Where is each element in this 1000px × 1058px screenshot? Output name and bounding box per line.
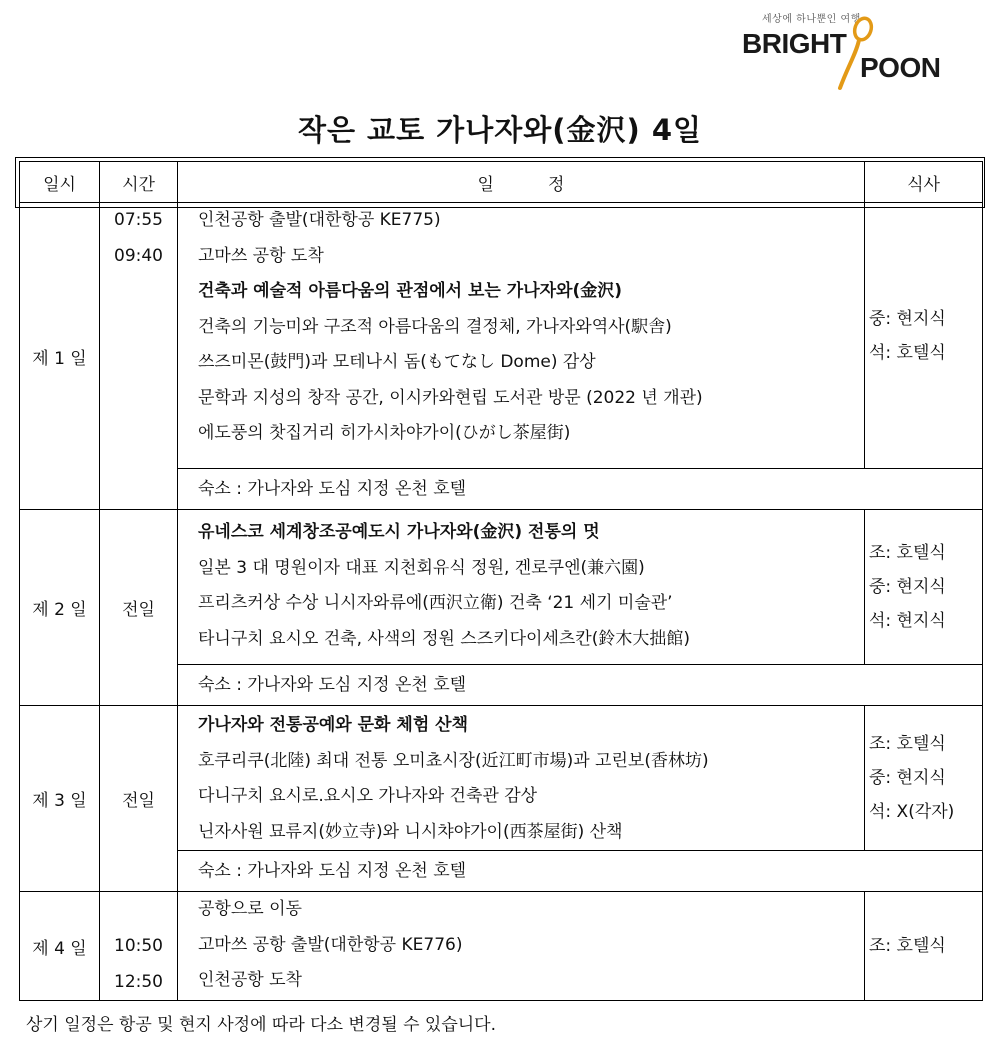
- schedule-cell: [178, 510, 865, 665]
- meal-item: 중: 현지식: [869, 768, 946, 788]
- footnote: 상기 일정은 항공 및 현지 사정에 따라 다소 변경될 수 있습니다.: [26, 1015, 496, 1035]
- logo-tagline: 세상에 하나뿐인 여행: [762, 14, 861, 25]
- day-label: 제 4 일: [20, 892, 100, 1001]
- time-cell: [100, 892, 178, 1001]
- header-time: 시간: [100, 162, 178, 203]
- meal-cell: [865, 892, 983, 1001]
- meal-item: 중: 현지식: [869, 308, 946, 329]
- time-value: 12:50: [114, 971, 163, 992]
- meal-item: 석: 호텔식: [869, 342, 946, 363]
- header-meal: 식사: [865, 162, 983, 203]
- meal-item: 석: 현지식: [869, 611, 946, 631]
- schedule-line: 인천공항 도착: [198, 970, 302, 990]
- table-row: [20, 706, 983, 851]
- schedule-line: 건축의 기능미와 구조적 아름다움의 결정체, 가나자와역사(駅舎): [198, 316, 672, 337]
- schedule-line: 고마쓰 공항 출발(대한항공 KE776): [198, 934, 463, 955]
- schedule-heading: 유네스코 세계창조공예도시 가나자와(金沢) 전통의 멋: [198, 522, 600, 542]
- time-cell: 전일: [100, 510, 178, 706]
- header-schedule: 일 정: [178, 162, 865, 203]
- meal-cell: [865, 510, 983, 665]
- schedule-line: 쓰즈미몬(鼓門)과 모테나시 돔(もてなし Dome) 감상: [198, 352, 596, 372]
- day-label: 제 3 일: [20, 706, 100, 892]
- meal-cell: [865, 203, 983, 469]
- schedule-line: 호쿠리쿠(北陸) 최대 전통 오미쵸시장(近江町市場)과 고린보(香林坊): [198, 750, 709, 771]
- logo-brand-right: POON: [860, 52, 941, 83]
- lodging-cell: 숙소 : 가나자와 도심 지정 온천 호텔: [178, 469, 983, 510]
- table-row: [20, 510, 983, 665]
- meal-item: 석: X(각자): [869, 802, 955, 822]
- time-value: 10:50: [114, 936, 163, 956]
- schedule-line: 고마쓰 공항 도착: [198, 245, 324, 266]
- schedule-cell: [178, 892, 865, 1001]
- header-date: 일시: [20, 162, 100, 203]
- table-row: [20, 892, 983, 1001]
- schedule-line: 다니구치 요시로.요시오 가나자와 건축관 감상: [198, 786, 538, 806]
- meal-item: 중: 현지식: [869, 577, 946, 597]
- meal-item: 조: 호텔식: [869, 936, 946, 956]
- time-value: 07:55: [114, 210, 163, 230]
- time-cell: 전일: [100, 706, 178, 892]
- table-header-row: [20, 162, 983, 203]
- meal-item: 조: 호텔식: [869, 543, 946, 563]
- schedule-heading: 가나자와 전통공예와 문화 체험 산책: [198, 715, 469, 735]
- day-label: 제 1 일: [20, 203, 100, 510]
- lodging-cell: 숙소 : 가나자와 도심 지정 온천 호텔: [178, 851, 983, 892]
- schedule-line: 공항으로 이동: [198, 899, 302, 919]
- lodging-cell: 숙소 : 가나자와 도심 지정 온천 호텔: [178, 665, 983, 706]
- schedule-line: 닌자사원 묘류지(妙立寺)와 니시챠야가이(西茶屋街) 산책: [198, 821, 623, 842]
- schedule-cell: [178, 706, 865, 851]
- meal-item: 조: 호텔식: [869, 734, 946, 754]
- schedule-cell: [178, 203, 865, 469]
- itinerary-table: [19, 161, 983, 1001]
- time-value: 09:40: [114, 245, 163, 266]
- schedule-line: 일본 3 대 명원이자 대표 지천회유식 정원, 겐로쿠엔(兼六園): [198, 557, 645, 578]
- schedule-line: 프리츠커상 수상 니시자와류에(西沢立衛) 건축 ‘21 세기 미술관’: [198, 593, 673, 613]
- logo-brand-left: BRIGHT: [742, 28, 847, 59]
- schedule-line: 문학과 지성의 창작 공간, 이시카와현립 도서관 방문 (2022 년 개관): [198, 387, 703, 408]
- schedule-line: 타니구치 요시오 건축, 사색의 정원 스즈키다이세츠칸(鈴木大拙館): [198, 628, 690, 649]
- table-row: [20, 203, 983, 469]
- day-label: 제 2 일: [20, 510, 100, 706]
- meal-cell: [865, 706, 983, 851]
- schedule-heading: 건축과 예술적 아름다움의 관점에서 보는 가나자와(金沢): [198, 281, 622, 301]
- time-cell: [100, 203, 178, 510]
- page-title: 작은 교토 가나자와(金沢) 4일: [297, 113, 703, 147]
- schedule-line: 인천공항 출발(대한항공 KE775): [198, 210, 441, 230]
- schedule-line: 에도풍의 찻집거리 히가시차야가이(ひがし茶屋街): [198, 423, 571, 443]
- brand-logo: [742, 8, 957, 90]
